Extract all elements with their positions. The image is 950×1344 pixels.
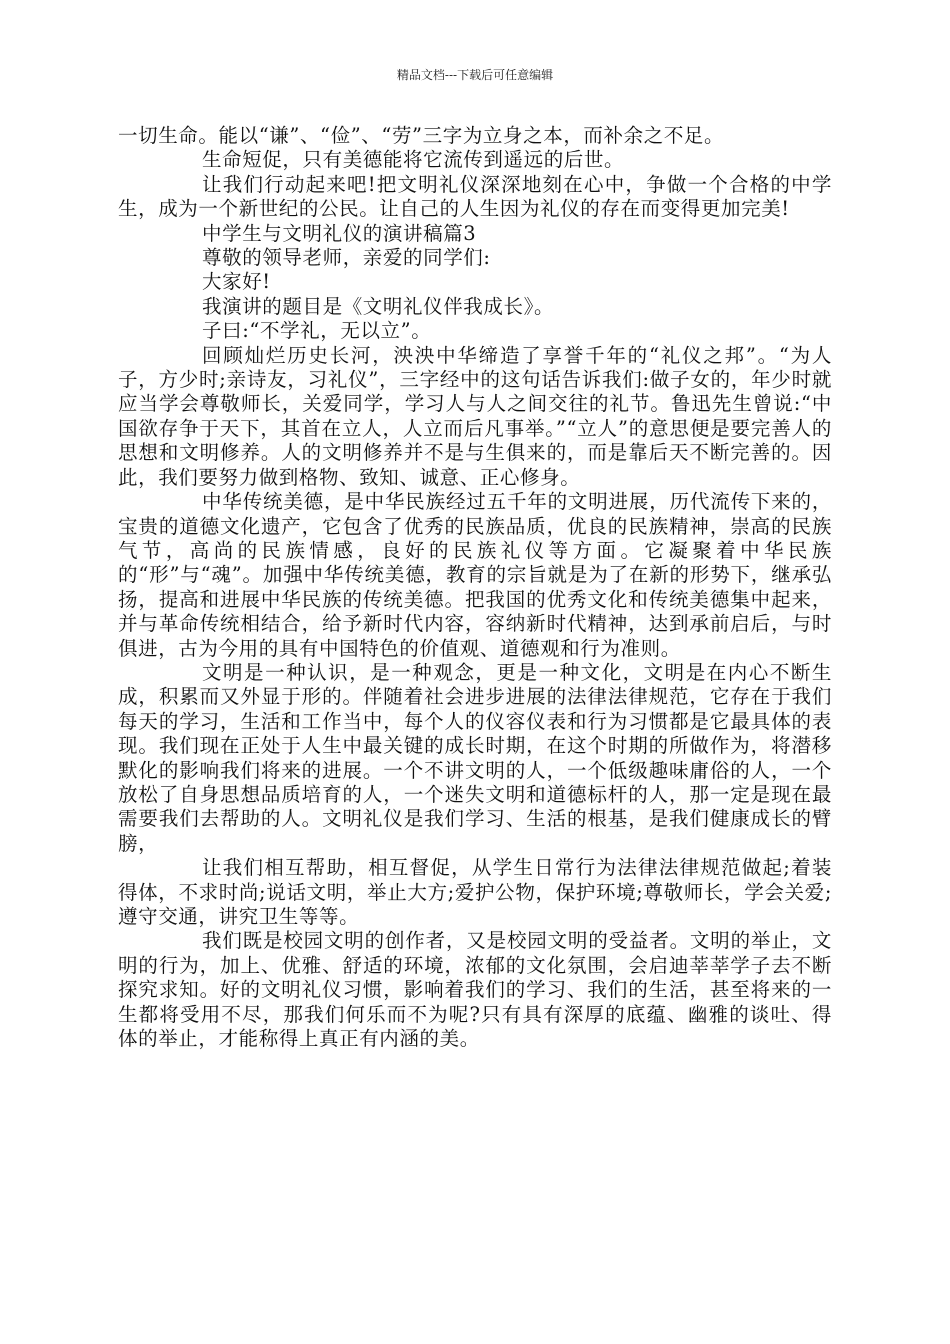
page-header: 精品文档---下载后可任意编辑 <box>396 68 554 82</box>
paragraph-civilization: 文明是一种认识，是一种观念，更是一种文化，文明是在内心不断生成，积累而又外显于形的。伴随着社会进步进展的法律法律规范，它存在于我们每天的学习，生活和工作当中，每个人的仪容仪表和行为习惯都是它最具体的表现。我们现在正处于人生中最关键的成长时期，在这个时期的所做作为，将潜移默化的影响我们将来的进展。一个不讲文明的人，一个低级趣味庸俗的人，一个放松了自身思想品质培育的人，一个迷失文明和道德标杆的人，那一定是现在最需要我们去帮助的人。文明礼仪是我们学习、生活的根基，是我们健康成长的臂膀， <box>118 660 832 855</box>
paragraph-3: 让我们行动起来吧!把文明礼仪深深地刻在心中，争做一个合格的中学生，成为一个新世纪的公民。让自己的人生因为礼仪的存在而变得更加完美! <box>118 172 832 221</box>
speech-title: 中学生与文明礼仪的演讲稿篇3 <box>202 221 477 245</box>
paragraph-2: 生命短促，只有美德能将它流传到遥远的后世。 <box>202 148 625 172</box>
paragraph-history: 回顾灿烂历史长河，泱泱中华缔造了享誉千年的“礼仪之邦”。“为人子，方少时;亲诗友，习礼仪”，三字经中的这句话告诉我们:做子女的，年少时就应当学会尊敬师长，关爱同学，学习人与人之间交往的礼节。鲁迅先生曾说:“中国欲存争于天下，其首在立人，人立而后凡事举。”“立人”的意思便是要完善人的思想和文明修养。人的文明修养并不是与生俱来的，而是靠后天不断完善的。因此，我们要努力做到格物、致知、诚意、正心修身。 <box>118 343 832 489</box>
paragraph-tradition: 中华传统美德，是中华民族经过五千年的文明进展，历代流传下来的，宝贵的道德文化遗产，它包含了优秀的民族品质，优良的民族精神，崇高的民族气节，高尚的民族情感，良好的民族礼仪等方面。它凝聚着中华民族的“形”与“魂”。加强中华传统美德，教育的宗旨就是为了在新的形势下，继承弘扬，提高和进展中华民族的传统美德。把我国的优秀文化和传统美德集中起来，并与革命传统相结合，给予新时代内容，容纳新时代精神，达到承前启后，与时俱进，古为今用的具有中国特色的价值观、道德观和行为准则。 <box>118 490 832 660</box>
salutation: 尊敬的领导老师，亲爱的同学们: <box>202 246 491 270</box>
quote: 子曰:“不学礼，无以立”。 <box>202 319 432 343</box>
paragraph-campus: 我们既是校园文明的创作者，又是校园文明的受益者。文明的举止，文明的行为，加上、优雅、舒适的环境，浓郁的文化氛围，会启迪莘莘学子去不断探究求知。好的文明礼仪习惯，影响着我们的学习、我们的生活，甚至将来的一生都将受用不尽，那我们何乐而不为呢?只有具有深厚的底蕴、幽雅的谈吐、得体的举止，才能称得上真正有内涵的美。 <box>118 929 832 1051</box>
paragraph-action: 让我们相互帮助，相互督促，从学生日常行为法律法律规范做起;着装得体，不求时尚;说话文明，举止大方;爱护公物，保护环境;尊敬师长，学会关爱;遵守交通，讲究卫生等等。 <box>118 856 832 928</box>
document-body <box>118 124 832 1051</box>
greeting: 大家好! <box>202 270 271 294</box>
speech-topic: 我演讲的题目是《文明礼仪伴我成长》。 <box>202 294 555 318</box>
paragraph-1: 一切生命。能以“谦”、“俭”、“劳”三字为立身之本，而补余之不足。 <box>118 124 725 147</box>
